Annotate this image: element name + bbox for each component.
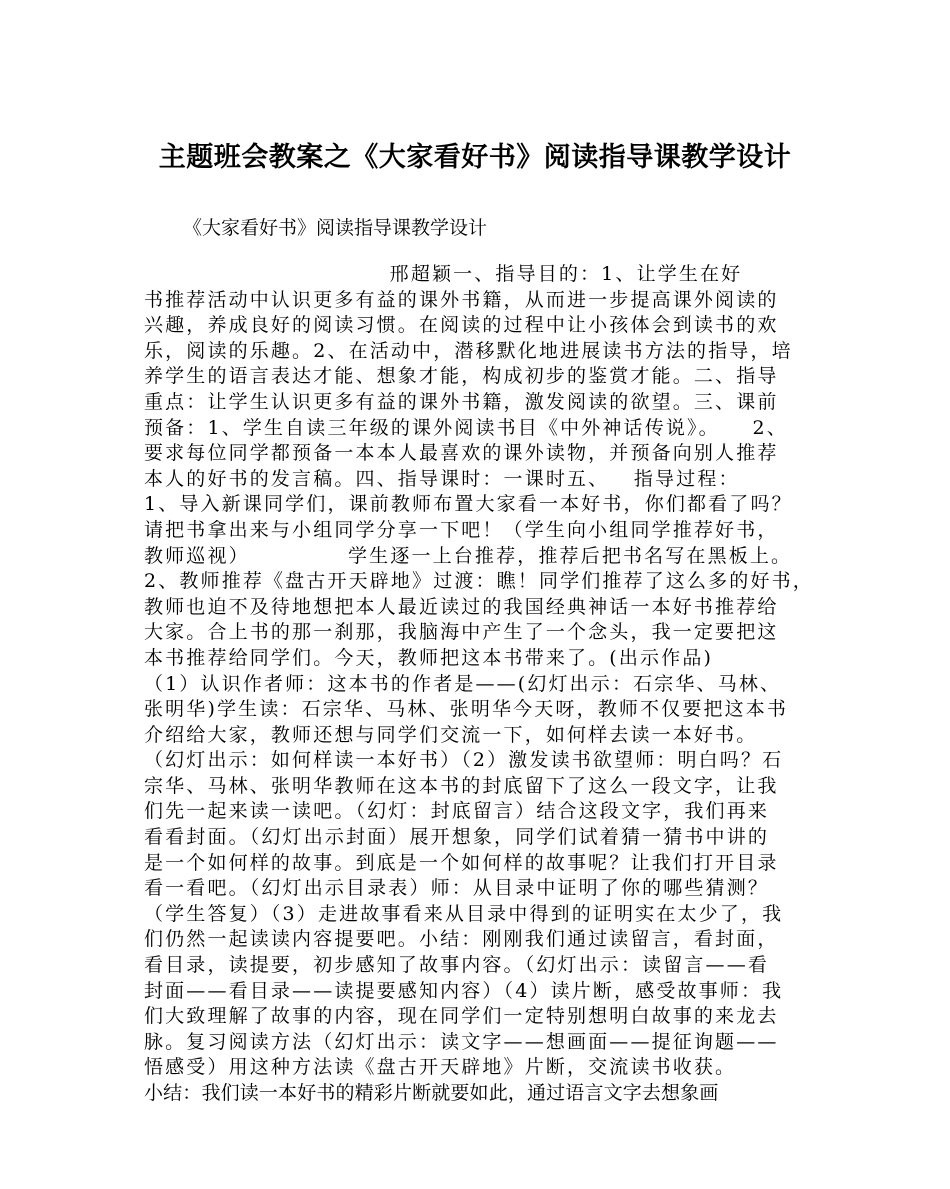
body-line: 们仍然一起读读内容提要吧。小结：刚刚我们通过读留言，看封面， (144, 928, 779, 951)
body-line: 看目录，读提要，初步感知了故事内容。（幻灯出示：读留言——看 (144, 954, 770, 977)
body-line: 小结：我们读一本好书的精彩片断就要如此，通过语言文字去想象画 (144, 1082, 719, 1104)
body-line: 2、教师推荐《盘古开天辟地》过渡：瞧！同学们推荐了这么多的好书， (144, 570, 814, 593)
body-line: （学生答复）（3）走进故事看来从目录中得到的证明实在太少了，我 (144, 902, 784, 925)
body-line: 本书推荐给同学们。今天，教师把这本书带来了。(出示作品) (144, 646, 714, 669)
body-line: （1）认识作者师：这本书的作者是——(幻灯出示：石宗华、马林、 (144, 672, 782, 695)
body-line: 是一个如何样的故事。到底是一个如何样的故事呢？让我们打开目录 (144, 851, 779, 874)
body-line: 养学生的语言表达才能、想象才能，构成初步的鉴赏才能。二、指导 (144, 365, 779, 388)
body-line: 重点：让学生认识更多有益的课外书籍，激发阅读的欲望。三、课前 (144, 390, 779, 413)
body-line: 脉。复习阅读方法（幻灯出示：读文字——想画面——提征询题—— (144, 1030, 779, 1053)
body-line: （幻灯出示：如何样读一本好书）（2）激发读书欲望师：明白吗？石 (144, 749, 784, 772)
body-line: 悟感受）用这种方法读《盘古开天辟地》片断，交流读书收获。 (144, 1056, 737, 1079)
document-subtitle: 《大家看好书》阅读指导课教学设计 (183, 217, 488, 239)
body-line: 兴趣，养成良好的阅读习惯。在阅读的过程中让小孩体会到读书的欢 (144, 314, 779, 337)
body-line: 要求每位同学都预备一本本人最喜欢的课外读物，并预备向别人推荐 (144, 442, 779, 465)
body-line: 教师也迫不及待地想把本人最近读过的我国经典神话一本好书推荐给 (144, 595, 779, 618)
document-title: 主题班会教案之《大家看好书》阅读指导课教学设计 (158, 142, 792, 173)
body-line: 宗华、马林、张明华教师在这本书的封底留下了这么一段文字，让我 (144, 774, 779, 797)
body-line: 大家。合上书的那一刹那，我脑海中产生了一个念头，我一定要把这 (144, 621, 779, 644)
body-line: 书推荐活动中认识更多有益的课外书籍，从而进一步提高课外阅读的 (144, 288, 779, 311)
body-line: 看一看吧。（幻灯出示目录表）师：从目录中证明了你的哪些猜测？ (144, 877, 770, 900)
body-line: 1、导入新课同学们，课前教师布置大家看一本好书，你们都看了吗？ (144, 493, 793, 516)
body-line: 们大致理解了故事的内容，现在同学们一定特别想明白故事的来龙去 (144, 1005, 779, 1028)
body-line: 张明华)学生读：石宗华、马林、张明华今天呀，教师不仅要把这本书 (144, 698, 789, 721)
body-line: 本人的好书的发言稿。四、指导课时：一课时五、 指导过程： (144, 467, 740, 490)
body-line: 请把书拿出来与小组同学分享一下吧！（学生向小组同学推荐好书， (144, 518, 779, 541)
body-line: 封面——看目录——读提要感知内容）（4）读片断，感受故事师：我 (144, 979, 784, 1002)
body-line: 教师巡视） 学生逐一上台推荐，推荐后把书名写在黑板上。 (144, 544, 793, 567)
body-line: 们先一起来读一读吧。（幻灯：封底留言）结合这段文字，我们再来 (144, 800, 770, 823)
body-text (144, 262, 814, 1107)
body-line: 邢超颖一、指导目的：1、让学生在好 (144, 263, 743, 285)
body-line: 看看封面。（幻灯出示封面）展开想象，同学们试着猜一猜书中讲的 (144, 826, 770, 849)
body-line: 预备：1、学生自读三年级的课外阅读书目《中外神话传说》。 2、 (144, 416, 788, 439)
body-line: 介绍给大家，教师还想与同学们交流一下，如何样去读一本好书。 (144, 723, 758, 746)
body-line: 乐，阅读的乐趣。2、在活动中，潜移默化地进展读书方法的指导，培 (144, 339, 793, 362)
